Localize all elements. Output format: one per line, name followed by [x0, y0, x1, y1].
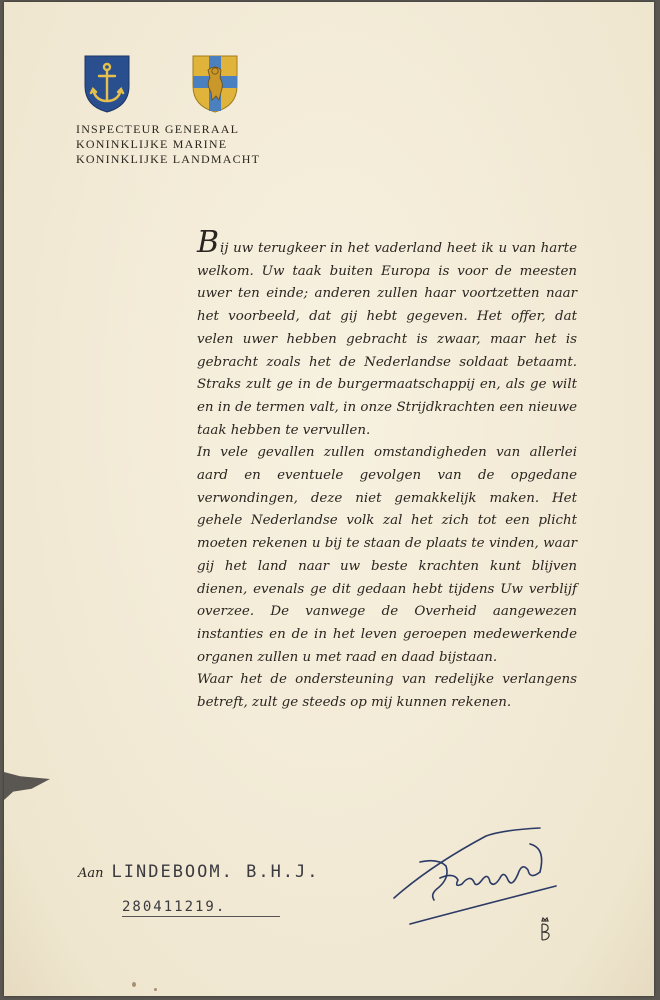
- paragraph-1-text: ij uw terugkeer in het vaderland heet ik u van harte welkom. Uw taak buiten Europa is voor de meesten uwer ten einde; anderen zullen haar voortzetten naar het voorbeeld, dat gij hebt gegeven. Het offer, dat velen uwer hebben gebracht is zwaar, maar het is gebracht zoals het de Nederlandse soldaat betaamt. Straks zult ge in de burgermaatschappij en, als ge wilt en in de termen valt, in onze Strijdkrachten een nieuwe taak hebben te vervullen.: [197, 241, 577, 438]
- recipient-number: 280411219.: [122, 899, 280, 917]
- paragraph-1: [197, 225, 577, 442]
- letterhead-line-2: KONINKLIJKE MARINE: [76, 137, 228, 151]
- letterhead-line-1: INSPECTEUR GENERAAL: [76, 122, 240, 136]
- paragraph-2: In vele gevallen zullen omstandigheden van allerlei aard en eventuele gevolgen van de opgedane verwondingen, deze niet gemakkelijk maken. Het gehele Nederlandse volk zal het zich tot een plicht moeten rekenen u bij te staan de plaats te vinden, waar gij het land naar uw beste krachten kunt blijven dienen, evenals ge dit gedaan hebt tijdens Uw verblijf overzee. De vanwege de Overheid aangewezen instanties en de in het leven geroepen medewerkende organen zullen u met raad en daad bijstaan.: [197, 445, 577, 665]
- recipient-line: [78, 862, 320, 882]
- stain-spot: [154, 988, 157, 991]
- anchor-crest-icon: [82, 54, 132, 114]
- lion-crest-icon: [190, 54, 240, 114]
- stain-spot: [132, 982, 136, 987]
- letterhead: [76, 122, 260, 167]
- letter-body: [197, 225, 577, 715]
- letterhead-line-3: KONINKLIJKE LANDMACHT: [76, 152, 261, 166]
- letter-paper: [4, 2, 654, 996]
- paragraph-3: Waar het de ondersteuning van redelijke verlangens betreft, zult ge steeds op mij kunnen rekenen.: [197, 672, 577, 711]
- torn-edge: [4, 772, 50, 800]
- signature-bernhard-icon: [390, 826, 560, 926]
- drop-cap: B: [197, 225, 220, 260]
- recipient-name: LINDEBOOM. B.H.J.: [111, 862, 320, 882]
- royal-cipher-icon: [538, 916, 552, 942]
- recipient-prefix: Aan: [78, 866, 104, 881]
